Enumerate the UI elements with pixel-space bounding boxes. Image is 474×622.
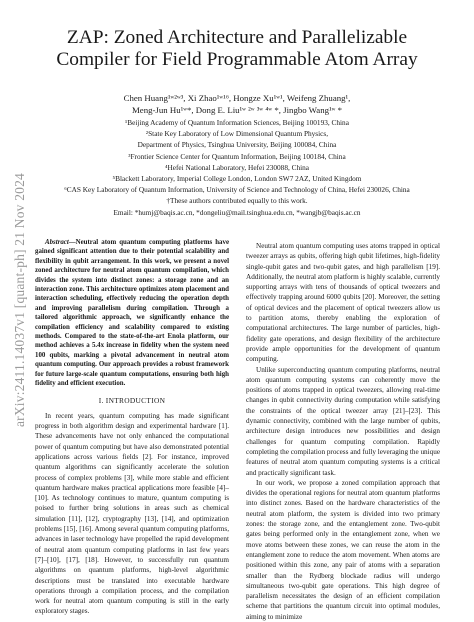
affiliation-2: ²State Key Laboratory of Low Dimensional Quantum Physics,: [145, 129, 329, 139]
affiliation-4: ⁴Hefei National Laboratory, Hefei 230088, China: [164, 162, 310, 172]
equal-contribution-note: †These authors contributed equally to this work.: [166, 196, 308, 206]
right-paragraph-2: Unlike superconducting quantum computing platforms, neutral atom quantum computing systems can coherently move the positions of atoms trapped in optical tweezers, allowing real-time changes in qubit connectivity during computation while satisfying the constraints of the optical tweezer array [21]–[23]. This dynamic connectivity, combined with the large number of qubits, architecture design introduces new possibilities and design challenges for quantum computing compilation. Rapidly completing the compilation process and fully leveraging the unique features of neutral atom quantum computing systems is a critical and practically significant task.: [246, 365, 441, 477]
abstract-text: —Neutral atom quantum computing platforms have gained significant attention due to their potential scalability and flexibility in qubit arrangement. In this work, we present a novel zoned architecture for neutral atom quantum compilation, which divides the system into distinct zones: a storage zone and an interaction zone. This architecture optimizes atom placement and interaction scheduling, effectively reducing the operation depth and improving parallelism during compilation. Through a tailored algorithmic approach, we significantly enhance the compilation efficiency and scalability compared to existing methods. Compared to the state-of-the-art Enola platform, our method achieves a 5.4x increase in fidelity when the system need 100 qubits, marking a pivotal advancement in neutral atom quantum computing. Our approach provides a robust framework for future large-scale quantum computations, ensuring both high fidelity and efficient execution.: [35, 239, 229, 388]
intro-paragraph-1: In recent years, quantum computing has made significant progress in both algorithm design and experimental hardware [1]. These advancements have not only enhanced the computational power of quantum computing but have also demonstrated potential applications across various fields [2]. For instance, improved quantum algorithms can significantly accelerate the solution process of complex problems [3], while more stable and efficient quantum hardware makes practical applications more feasible [4]–[10]. As technology continues to mature, quantum computing is poised to further bring solutions in areas such as chemical simulation [11], [12], cryptography [13], [14], and optimization problems [15], [16]. Among several quantum computing platforms, advances in laser technology have propelled the rapid development of neutral atom quantum computing platforms in last few years [7]–[10], [17], [18]. However, to successfully run quantum algorithms on quantum platforms, high-level algorithmic descriptions must be translated into executable hardware operations through a compilation process, and the compilation work for neutral atom quantum computing is still in the early exploratory stages.: [35, 411, 229, 616]
affiliation-6: ⁶CAS Key Laboratory of Quantum Information, University of Science and Technology of China, Hefei 230026, China: [64, 185, 410, 195]
right-column: [246, 241, 440, 622]
paper-title: [30, 27, 444, 71]
abstract: [35, 238, 229, 389]
affiliation-5: ⁵Blackett Laboratory, Imperial College London, London SW7 2AZ, United Kingdom: [112, 174, 362, 184]
right-paragraph-1: Neutral atom quantum computing uses atoms trapped in optical tweezer arrays as qubits, offering high qubit lifetimes, high-fidelity single-qubit gates and two-qubit gates, and high parallelism [19]. Additionally, the neutral atom platform is highly scalable, currently supporting arrays with tens of thousands of optical tweezers and effectively trapping around 6000 qubits [20]. Moreover, the setting of optical devices and the placement of optical tweezers allow us to partition atoms, thereby enabling the exploration of computational architectures. The large number of particles, high-fidelity gate operations, and design flexibility of the architecture provide ample opportunities for the development of quantum computing.: [246, 242, 440, 364]
section-heading-introduction: I. INTRODUCTION: [98, 395, 166, 405]
affiliation-1: ¹Beijing Academy of Quantum Information Sciences, Beijing 100193, China: [125, 118, 349, 127]
email-line[interactable]: Email: *humj@baqis.ac.cn, *dongeliu@mail.tsinghua.edu.cn, *wangjb@baqis.ac.cn: [113, 207, 361, 217]
left-column: [35, 238, 229, 617]
affiliation-2-cont: Department of Physics, Tsinghua University, Beijing 100084, China: [137, 140, 337, 150]
author-list: [30, 92, 444, 116]
title-line-2: Compiler for Field Programmable Atom Array: [56, 49, 418, 70]
authors-line-1: Chen Huang¹ʷ²ʷ³, Xi Zhao¹ʷ¹⁶, Hongze Xu¹ʷ¹, Weifeng Zhuang¹,: [123, 93, 351, 103]
arxiv-identifier[interactable]: arXiv:2411.14037v1 [quant-ph] 21 Nov 2024: [12, 172, 27, 428]
authors-line-2: Meng-Jun Hu¹ʷ*, Dong E. Liu¹ʷ ²ʷ ³ʷ ⁴ʷ *, Jingbo Wang¹ʷ *: [131, 105, 342, 115]
right-paragraph-3: In our work, we propose a zoned compilation approach that divides the operational regions for neutral atom quantum platforms into distinct zones. Based on the hardware characteristics of the neutral atom platform, the system is divided into two primary zones: the storage zone, and the entanglement zone. Two-qubit gates being performed only in the entanglement zone, when we move atoms between these zones, we can reuse the atom in the entanglement zone to reduce the atom movement. When atoms are positioned within this zone, any pair of atoms with a separation smaller than the Rydberg blockade radius will undergo simultaneous two-qubit gate operations. This high degree of parallelism necessitates the design of an efficient compilation scheme that partitions the quantum circuit into optimal modules, aiming to minimize: [246, 478, 440, 621]
abstract-label: Abstract: [45, 239, 69, 246]
affiliation-3: ³Frontier Science Center for Quantum Information, Beijing 100184, China: [128, 151, 346, 161]
affiliations: [30, 117, 444, 218]
title-line-1: ZAP: Zoned Architecture and Parallelizable: [66, 27, 408, 48]
